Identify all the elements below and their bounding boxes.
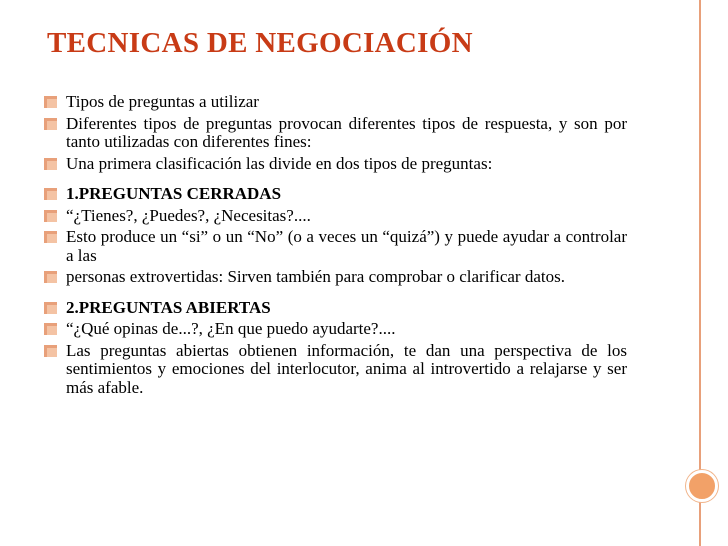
bullet-list: [44, 93, 627, 397]
bullet-text: personas extrovertidas: Sirven también para comprobar o clarificar datos.: [66, 267, 565, 286]
bullet-text: “¿Qué opinas de...?, ¿En que puedo ayudarte?....: [66, 319, 396, 338]
bullet-icon: [44, 96, 57, 108]
slide-title: TECNICAS DE NEGOCIACIÓN: [47, 27, 473, 59]
bullet-item: [44, 228, 627, 265]
bullet-text: Tipos de preguntas a utilizar: [66, 92, 259, 111]
bullet-icon: [44, 210, 57, 222]
section-heading-closed-questions: 1.PREGUNTAS CERRADAS: [66, 184, 282, 203]
bullet-icon: [44, 231, 57, 243]
bullet-item: [44, 268, 627, 287]
bullet-text: “¿Tienes?, ¿Puedes?, ¿Necesitas?....: [66, 205, 311, 225]
bullet-icon: [44, 302, 57, 314]
bullet-icon: [44, 158, 57, 170]
bullet-icon: [44, 271, 57, 283]
bullet-icon: [44, 188, 57, 200]
bullet-item: [44, 93, 627, 112]
bullet-item: [44, 115, 627, 152]
bullet-item: [44, 342, 627, 398]
slide-content: [44, 93, 627, 400]
bullet-text: Esto produce un “si” o un “No” (o a veces un “quizá”) y puede ayudar a controlar a las: [66, 227, 627, 265]
bullet-item: [44, 320, 627, 339]
decorative-circle: [686, 470, 718, 502]
bullet-item: [44, 185, 627, 204]
bullet-item: [44, 299, 627, 318]
bullet-text: Diferentes tipos de preguntas provocan diferentes tipos de respuesta, y son por tanto utilizadas con diferentes fines:: [66, 113, 627, 151]
bullet-item: [44, 155, 627, 174]
bullet-text: Una primera clasificación las divide en dos tipos de preguntas:: [66, 153, 493, 173]
decorative-vertical-rule: [699, 0, 701, 546]
bullet-icon: [44, 118, 57, 130]
bullet-item: [44, 207, 627, 226]
bullet-icon: [44, 323, 57, 335]
section-heading-open-questions: 2.PREGUNTAS ABIERTAS: [66, 297, 271, 317]
bullet-icon: [44, 345, 57, 357]
bullet-text: Las preguntas abiertas obtienen información, te dan una perspectiva de los sentimientos y emociones del interlocutor, anima al introvertido a relajarse y ser más afable.: [66, 340, 627, 397]
